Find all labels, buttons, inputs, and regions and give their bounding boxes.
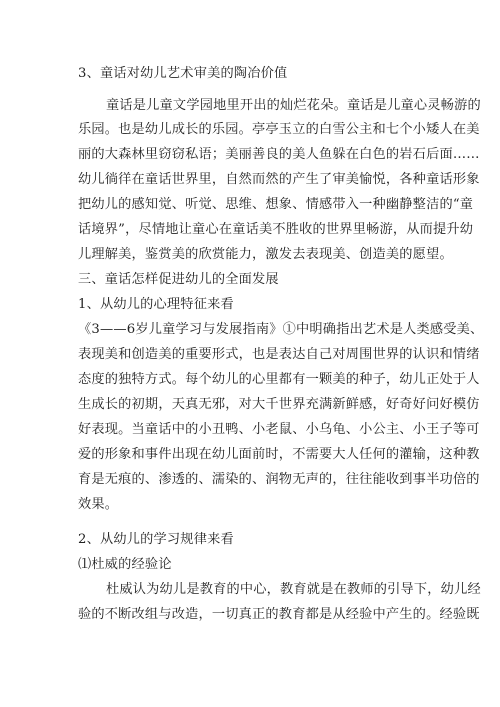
paragraph-line: 幼儿徜徉在童话世界里，自然而然的产生了审美愉悦，各种童话形象 (78, 172, 480, 187)
section-heading-three: 三、童话怎样促进幼儿的全面发展 (78, 272, 279, 287)
paragraph-line: 童话是儿童文学园地里开出的灿烂花朵。童话是儿童心灵畅游的 (106, 98, 481, 113)
paragraph-line: 验的不断改组与改造，一切真正的教育都是从经验中产生的。经验既 (78, 607, 480, 622)
paragraph-line: 《3——6岁儿童学习与发展指南》①中明确指出艺术是人类感受美、 (78, 322, 484, 337)
paragraph-line: 把幼儿的感知觉、听觉、思维、想象、情感带入一种幽静整洁的“童 (78, 197, 474, 212)
paragraph-line: 杜威认为幼儿是教育的中心，教育就是在教师的引导下，幼儿经 (106, 582, 481, 597)
paragraph-line: 乐园。也是幼儿成长的乐园。亭亭玉立的白雪公主和七个小矮人在美 (78, 122, 480, 137)
subsection-heading-dewey: ⑴杜威的经验论 (78, 557, 172, 572)
paragraph-line: 丽的大森林里窃窃私语；美丽善良的美人鱼躲在白色的岩石后面…… (78, 147, 480, 162)
subsection-heading-2: 2、从幼儿的学习规律来看 (78, 532, 234, 547)
paragraph-line: 话境界”，尽情地让童心在童话美不胜收的世界里畅游，从而提升幼 (78, 222, 474, 237)
section-heading-3: 3、童话对幼儿艺术审美的陶冶价值 (78, 66, 288, 81)
paragraph-line: 效果。 (78, 497, 119, 512)
subsection-heading-1: 1、从幼儿的心理特征来看 (78, 297, 234, 312)
paragraph-line: 儿理解美，鉴赏美的欣赏能力，激发去表现美、创造美的愿望。 (78, 247, 453, 262)
paragraph-line: 育是无痕的、渗透的、濡染的、润物无声的，往往能收到事半功倍的 (78, 472, 480, 487)
paragraph-line: 爱的形象和事件出现在幼儿面前时，不需要大人任何的灌输，这种教 (78, 447, 480, 462)
paragraph-line: 态度的独特方式。每个幼儿的心里都有一颗美的种子，幼儿正处于人 (78, 372, 480, 387)
paragraph-line: 生成长的初期，天真无邪，对大千世界充满新鲜感，好奇好问好模仿 (78, 397, 480, 412)
paragraph-line: 表现美和创造美的重要形式，也是表达自己对周围世界的认识和情绪 (78, 347, 480, 362)
paragraph-line: 好表现。当童话中的小丑鸭、小老鼠、小乌龟、小公主、小王子等可 (78, 422, 480, 437)
